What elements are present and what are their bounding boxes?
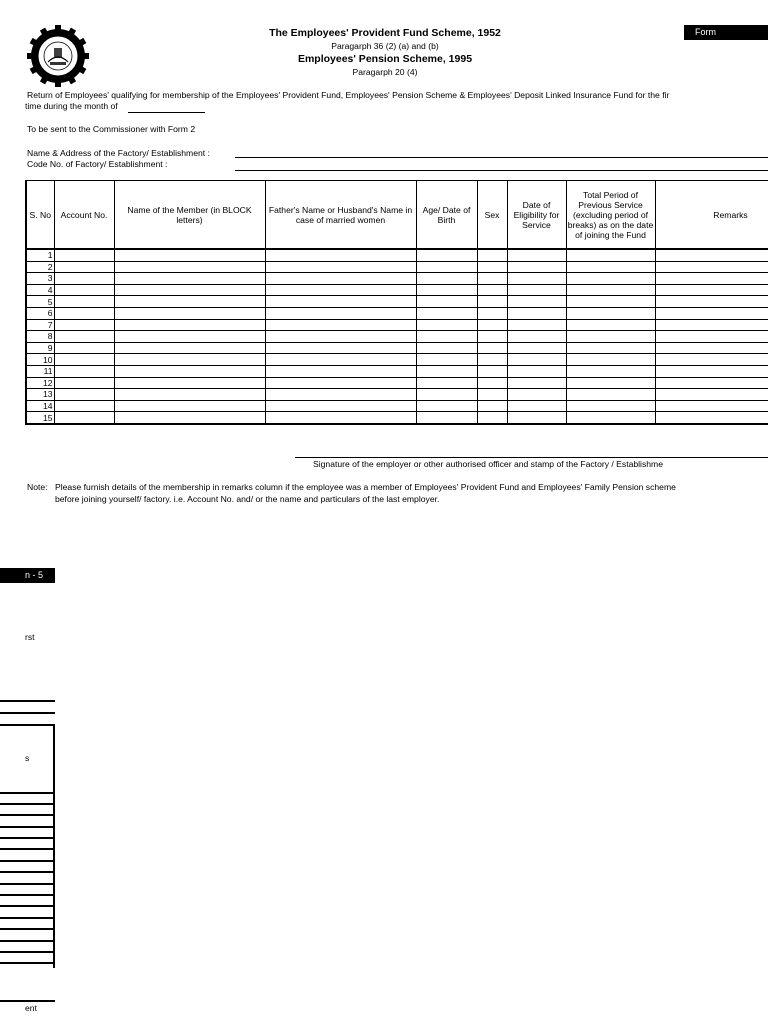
table-cell [655, 273, 768, 285]
members-table [25, 181, 768, 425]
table-cell [477, 400, 507, 412]
table-cell [54, 319, 114, 331]
table-cell [54, 342, 114, 354]
table-cell [566, 412, 655, 424]
adjacent-form-badge-fragment: n - 5 [0, 568, 55, 583]
table-cell [655, 412, 768, 424]
row-serial-number: 12 [26, 377, 54, 389]
table-cell [265, 354, 416, 366]
table-row [26, 389, 768, 401]
table-cell [265, 331, 416, 343]
table-cell [507, 400, 566, 412]
table-cell [566, 249, 655, 261]
col-header-father-husband-name: Father's Name or Husband's Name in case of married women [265, 181, 416, 249]
table-cell [655, 296, 768, 308]
table-cell [477, 284, 507, 296]
adjacent-table-rule [0, 951, 55, 953]
paragraph-ref-pension: Paragarph 20 (4) [352, 67, 418, 77]
month-blank-line [128, 112, 205, 113]
table-cell [265, 365, 416, 377]
table-row [26, 249, 768, 261]
table-cell [655, 354, 768, 366]
row-serial-number: 10 [26, 354, 54, 366]
adjacent-table-rule [0, 894, 55, 896]
adjacent-table-rule [0, 712, 55, 714]
table-cell [566, 319, 655, 331]
table-cell [566, 365, 655, 377]
to-be-sent-note: To be sent to the Commissioner with Form 2 [27, 124, 196, 134]
row-serial-number: 3 [26, 273, 54, 285]
row-serial-number: 13 [26, 389, 54, 401]
code-number-blank-line [235, 170, 768, 171]
col-header-remarks: Remarks [655, 181, 768, 249]
adjacent-table-rule [0, 883, 55, 885]
table-cell [416, 342, 477, 354]
paragraph-ref-epf: Paragarph 36 (2) (a) and (b) [331, 41, 439, 51]
table-cell [507, 261, 566, 273]
table-cell [566, 342, 655, 354]
table-cell [477, 296, 507, 308]
table-cell [265, 412, 416, 424]
table-cell [655, 400, 768, 412]
table-row [26, 377, 768, 389]
adjacent-text-fragment: s [25, 753, 30, 763]
table-cell [114, 412, 265, 424]
col-header-account-no: Account No. [54, 181, 114, 249]
table-cell [416, 354, 477, 366]
adjacent-table-rule [0, 803, 55, 805]
col-header-age-dob: Age/ Date of Birth [416, 181, 477, 249]
table-cell [54, 249, 114, 261]
table-row [26, 331, 768, 343]
table-cell [566, 273, 655, 285]
table-cell [114, 296, 265, 308]
adjacent-table-rule [0, 860, 55, 862]
table-cell [54, 377, 114, 389]
col-header-previous-service: Total Period of Previous Service (excluding period of breaks) as on the date of joining the Fund [566, 181, 655, 249]
table-cell [507, 296, 566, 308]
adjacent-table-rule [0, 837, 55, 839]
table-row [26, 400, 768, 412]
note-text-line1: Please furnish details of the membership in remarks column if the employee was a member of Employees' Provident Fund and Employees' Family Pension scheme [55, 482, 676, 492]
table-row [26, 307, 768, 319]
table-row [26, 365, 768, 377]
table-cell [477, 342, 507, 354]
table-cell [114, 319, 265, 331]
col-header-member-name: Name of the Member (in BLOCK letters) [114, 181, 265, 249]
table-cell [566, 261, 655, 273]
table-cell [507, 389, 566, 401]
table-cell [416, 400, 477, 412]
row-serial-number: 15 [26, 412, 54, 424]
return-description-line1: Return of Employees' qualifying for membership of the Employees' Provident Fund, Employees' Pension Scheme & Employees' Deposit Linked Insurance Fund for the fir [27, 90, 670, 100]
adjacent-table-rule [0, 871, 55, 873]
table-cell [54, 284, 114, 296]
table-cell [566, 377, 655, 389]
members-table-body [26, 249, 768, 424]
row-serial-number: 8 [26, 331, 54, 343]
table-cell [507, 354, 566, 366]
table-cell [416, 377, 477, 389]
table-cell [507, 307, 566, 319]
table-cell [265, 377, 416, 389]
table-cell [265, 400, 416, 412]
table-cell [477, 331, 507, 343]
scheme-title-epf: The Employees' Provident Fund Scheme, 1952 [269, 27, 501, 39]
table-cell [265, 273, 416, 285]
col-header-eligibility-date: Date of Eligibility for Service [507, 181, 566, 249]
signature-caption: Signature of the employer or other authorised officer and stamp of the Factory / Establishme [313, 459, 663, 469]
scheme-title-pension: Employees' Pension Scheme, 1995 [297, 53, 473, 65]
table-cell [114, 273, 265, 285]
table-cell [416, 261, 477, 273]
table-cell [477, 365, 507, 377]
adjacent-text-fragment: rst [25, 632, 35, 642]
table-cell [265, 389, 416, 401]
table-cell [507, 284, 566, 296]
table-cell [114, 261, 265, 273]
table-cell [416, 319, 477, 331]
adjacent-table-rule [0, 792, 55, 794]
adjacent-table-rule [0, 917, 55, 919]
col-header-sex: Sex [477, 181, 507, 249]
table-cell [507, 412, 566, 424]
table-cell [114, 400, 265, 412]
adjacent-table-rule [0, 848, 55, 850]
table-cell [265, 284, 416, 296]
row-serial-number: 2 [26, 261, 54, 273]
table-cell [477, 377, 507, 389]
table-row [26, 342, 768, 354]
table-cell [507, 273, 566, 285]
table-cell [477, 389, 507, 401]
table-cell [54, 412, 114, 424]
members-table-container [25, 181, 768, 426]
table-cell [507, 377, 566, 389]
col-header-sno: S. No [26, 181, 54, 249]
table-row [26, 319, 768, 331]
row-serial-number: 5 [26, 296, 54, 308]
table-cell [114, 389, 265, 401]
epfo-emblem-logo [26, 24, 90, 88]
table-cell [265, 307, 416, 319]
adjacent-text-fragment: ent [25, 1003, 37, 1013]
table-cell [655, 284, 768, 296]
table-cell [54, 400, 114, 412]
table-cell [265, 249, 416, 261]
table-cell [416, 389, 477, 401]
table-row [26, 261, 768, 273]
table-cell [114, 354, 265, 366]
note-text-line2: before joining yourself/ factory. i.e. Account No. and/ or the name and particulars of the last employer. [55, 494, 440, 504]
row-serial-number: 9 [26, 342, 54, 354]
table-cell [416, 331, 477, 343]
table-row [26, 412, 768, 424]
table-row [26, 296, 768, 308]
table-cell [114, 284, 265, 296]
row-serial-number: 6 [26, 307, 54, 319]
table-row [26, 284, 768, 296]
adjacent-table-rule [0, 940, 55, 942]
table-cell [265, 342, 416, 354]
table-cell [655, 319, 768, 331]
table-cell [416, 296, 477, 308]
table-cell [54, 307, 114, 319]
table-header-row [26, 181, 768, 249]
table-cell [477, 354, 507, 366]
table-cell [507, 342, 566, 354]
table-cell [477, 319, 507, 331]
table-cell [416, 307, 477, 319]
table-cell [566, 296, 655, 308]
table-row [26, 273, 768, 285]
table-cell [655, 307, 768, 319]
table-cell [477, 273, 507, 285]
name-address-blank-line [235, 157, 768, 158]
table-cell [566, 284, 655, 296]
table-cell [416, 365, 477, 377]
signature-line [295, 457, 768, 458]
table-cell [114, 342, 265, 354]
adjacent-table-rule [0, 1000, 55, 1002]
adjacent-table-rule [0, 928, 55, 930]
table-row [26, 354, 768, 366]
table-cell [655, 365, 768, 377]
table-cell [655, 377, 768, 389]
table-cell [507, 319, 566, 331]
table-cell [566, 307, 655, 319]
adjacent-table-border [53, 724, 55, 968]
table-cell [477, 261, 507, 273]
table-cell [54, 296, 114, 308]
table-cell [54, 331, 114, 343]
table-cell [507, 331, 566, 343]
table-cell [507, 365, 566, 377]
table-cell [54, 354, 114, 366]
table-cell [655, 342, 768, 354]
table-cell [566, 400, 655, 412]
adjacent-table-rule [0, 700, 55, 702]
table-cell [416, 249, 477, 261]
table-cell [655, 331, 768, 343]
table-cell [477, 307, 507, 319]
table-cell [416, 273, 477, 285]
table-cell [265, 261, 416, 273]
row-serial-number: 14 [26, 400, 54, 412]
table-cell [566, 331, 655, 343]
table-cell [265, 319, 416, 331]
table-cell [54, 389, 114, 401]
table-cell [114, 249, 265, 261]
adjacent-table-rule [0, 826, 55, 828]
table-cell [54, 273, 114, 285]
table-cell [566, 389, 655, 401]
table-cell [114, 307, 265, 319]
table-cell [416, 284, 477, 296]
return-description-line2: time during the month of [25, 101, 118, 111]
table-cell [265, 296, 416, 308]
table-cell [416, 412, 477, 424]
table-cell [114, 365, 265, 377]
table-cell [54, 261, 114, 273]
table-cell [655, 249, 768, 261]
adjacent-table-rule [0, 814, 55, 816]
note-label: Note: [27, 482, 48, 492]
name-address-label: Name & Address of the Factory/ Establishment : [27, 148, 210, 158]
row-serial-number: 11 [26, 365, 54, 377]
table-cell [566, 354, 655, 366]
row-serial-number: 7 [26, 319, 54, 331]
table-cell [54, 365, 114, 377]
row-serial-number: 1 [26, 249, 54, 261]
adjacent-table-rule [0, 905, 55, 907]
table-cell [655, 389, 768, 401]
row-serial-number: 4 [26, 284, 54, 296]
table-cell [477, 249, 507, 261]
table-cell [114, 377, 265, 389]
adjacent-table-rule [0, 724, 55, 726]
table-cell [477, 412, 507, 424]
table-cell [114, 331, 265, 343]
table-cell [507, 249, 566, 261]
code-number-label: Code No. of Factory/ Establishment : [27, 159, 168, 169]
table-cell [655, 261, 768, 273]
adjacent-table-rule [0, 962, 55, 964]
form-number-badge: Form [684, 25, 768, 40]
